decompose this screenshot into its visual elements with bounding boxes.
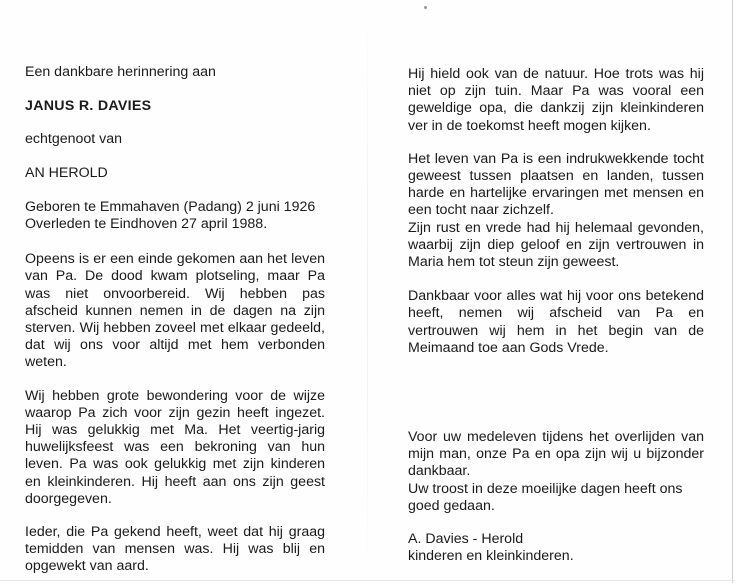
thanks-text: Voor uw medeleven tijdens het overlijden van mijn man, onze Pa en opa zijn wij u bijzonder dankbaar. <box>408 429 704 480</box>
paragraph-family: Wij hebben grote bewondering voor de wijze waarop Pa zich voor zijn gezin heeft ingezet. Hij was gelukkig met Ma. Het veertig-jarig huwelijksfeest was een bekroning van hun leven. Pa was ook gelukkig met zijn kinderen en kleinkinderen. Hij heeft aan ons zijn geest doorgegeven. <box>25 387 325 507</box>
paragraph-nature: Hij hield ook van de natuur. Hoe trots was hij niet op zijn tuin. Maar Pa was vooral een geweldige opa, die dankzij zijn kleinkinderen ver in de toekomst heeft mogen kijken. <box>408 66 704 134</box>
signature-name: A. Davies - Herold <box>408 531 524 548</box>
spouse-name: AN HEROLD <box>25 164 108 181</box>
signature-family: kinderen en kleinkinderen. <box>408 548 574 565</box>
right-column <box>408 66 704 565</box>
paragraph-journey: Het leven van Pa is een indrukwekkende tocht geweest tussen plaatsen en landen, tussen harde en hartelijke ervaringen met mensen en een tocht naar zichzelf. <box>408 150 704 219</box>
paragraph-sudden-death: Opeens is er een einde gekomen aan het leven van Pa. De dood kwam plotseling, maar Pa was niet onvoorbereid. Wij hebben pas afscheid kunnen nemen in de dagen na zijn sterven. Wij hebben zoveel met elkaar gedeeld, dat wij ons voor altijd met hem verbonden weten. <box>25 251 325 371</box>
deceased-name: JANUS R. DAVIES <box>25 98 152 115</box>
birth-line: Geboren te Emmahaven (Padang) 2 juni 1926 <box>25 198 316 215</box>
paragraph-faith: Zijn rust en vrede had hij helemaal gevonden, waarbij zijn diep geloof en zijn vertrouwen in Maria hem tot steun zijn geweest. <box>408 219 704 271</box>
intro-line: Een dankbare herinnering aan <box>25 64 216 80</box>
left-column <box>25 64 325 576</box>
spouse-label: echtgenoot van <box>25 131 123 148</box>
paragraph-farewell: Dankbaar voor alles wat hij voor ons betekend heeft, nemen wij afscheid van Pa en vertrouwen wij hem in het begin van de Meimaand toe aan Gods Vrede. <box>408 288 704 356</box>
fold-line <box>367 0 368 583</box>
comfort-text: Uw troost in deze moeilijke dagen heeft ons goed gedaan. <box>408 480 683 514</box>
speck <box>424 6 427 9</box>
death-line: Overleden te Eindhoven 27 april 1988. <box>25 216 268 233</box>
paragraph-character: Ieder, die Pa gekend heeft, weet dat hij graag temidden van mensen was. Hij was blij en opgewekt van aard. <box>25 524 325 575</box>
card-edge-right <box>732 0 733 583</box>
card-edge-bottom <box>0 580 735 581</box>
